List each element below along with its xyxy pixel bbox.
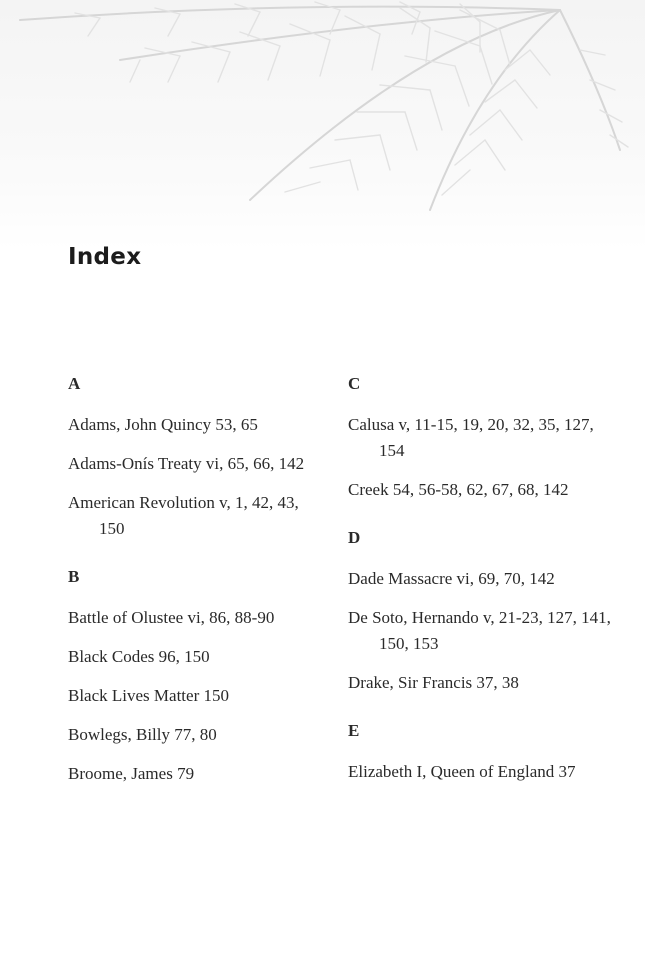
palm-fronds-icon: [0, 0, 645, 250]
index-group-c: [348, 372, 618, 503]
index-entry: Elizabeth I, Queen of England 37: [348, 762, 576, 781]
index-entry: Drake, Sir Francis 37, 38: [348, 673, 519, 692]
index-group-d: [348, 526, 618, 696]
index-entry: Calusa v, 11-15, 19, 20, 32, 35, 127, 154: [348, 415, 594, 460]
index-entry: Black Codes 96, 150: [68, 647, 210, 666]
index-letter-heading: B: [68, 567, 80, 586]
index-entry: American Revolution v, 1, 42, 43, 150: [68, 493, 299, 538]
index-entry: Broome, James 79: [68, 764, 195, 783]
index-group-b: [68, 565, 328, 787]
index-group-a: [68, 372, 328, 542]
page-title: Index: [68, 244, 142, 270]
index-group-e: [348, 719, 618, 785]
index-entry: Battle of Olustee vi, 86, 88-90: [68, 608, 275, 627]
index-column-right: [348, 372, 618, 808]
index-entry: Adams, John Quincy 53, 65: [68, 415, 258, 434]
index-entry: Bowlegs, Billy 77, 80: [68, 725, 217, 744]
index-letter-heading: E: [348, 721, 360, 740]
index-column-left: [68, 372, 328, 810]
index-letter-heading: A: [68, 374, 81, 393]
index-entry: Dade Massacre vi, 69, 70, 142: [348, 569, 555, 588]
index-entry: Black Lives Matter 150: [68, 686, 229, 705]
index-entry: Adams-Onís Treaty vi, 65, 66, 142: [68, 454, 305, 473]
index-entry: Creek 54, 56-58, 62, 67, 68, 142: [348, 480, 569, 499]
index-entry: De Soto, Hernando v, 21-23, 127, 141, 150, 153: [348, 608, 611, 653]
index-letter-heading: D: [348, 528, 361, 547]
index-letter-heading: C: [348, 374, 361, 393]
